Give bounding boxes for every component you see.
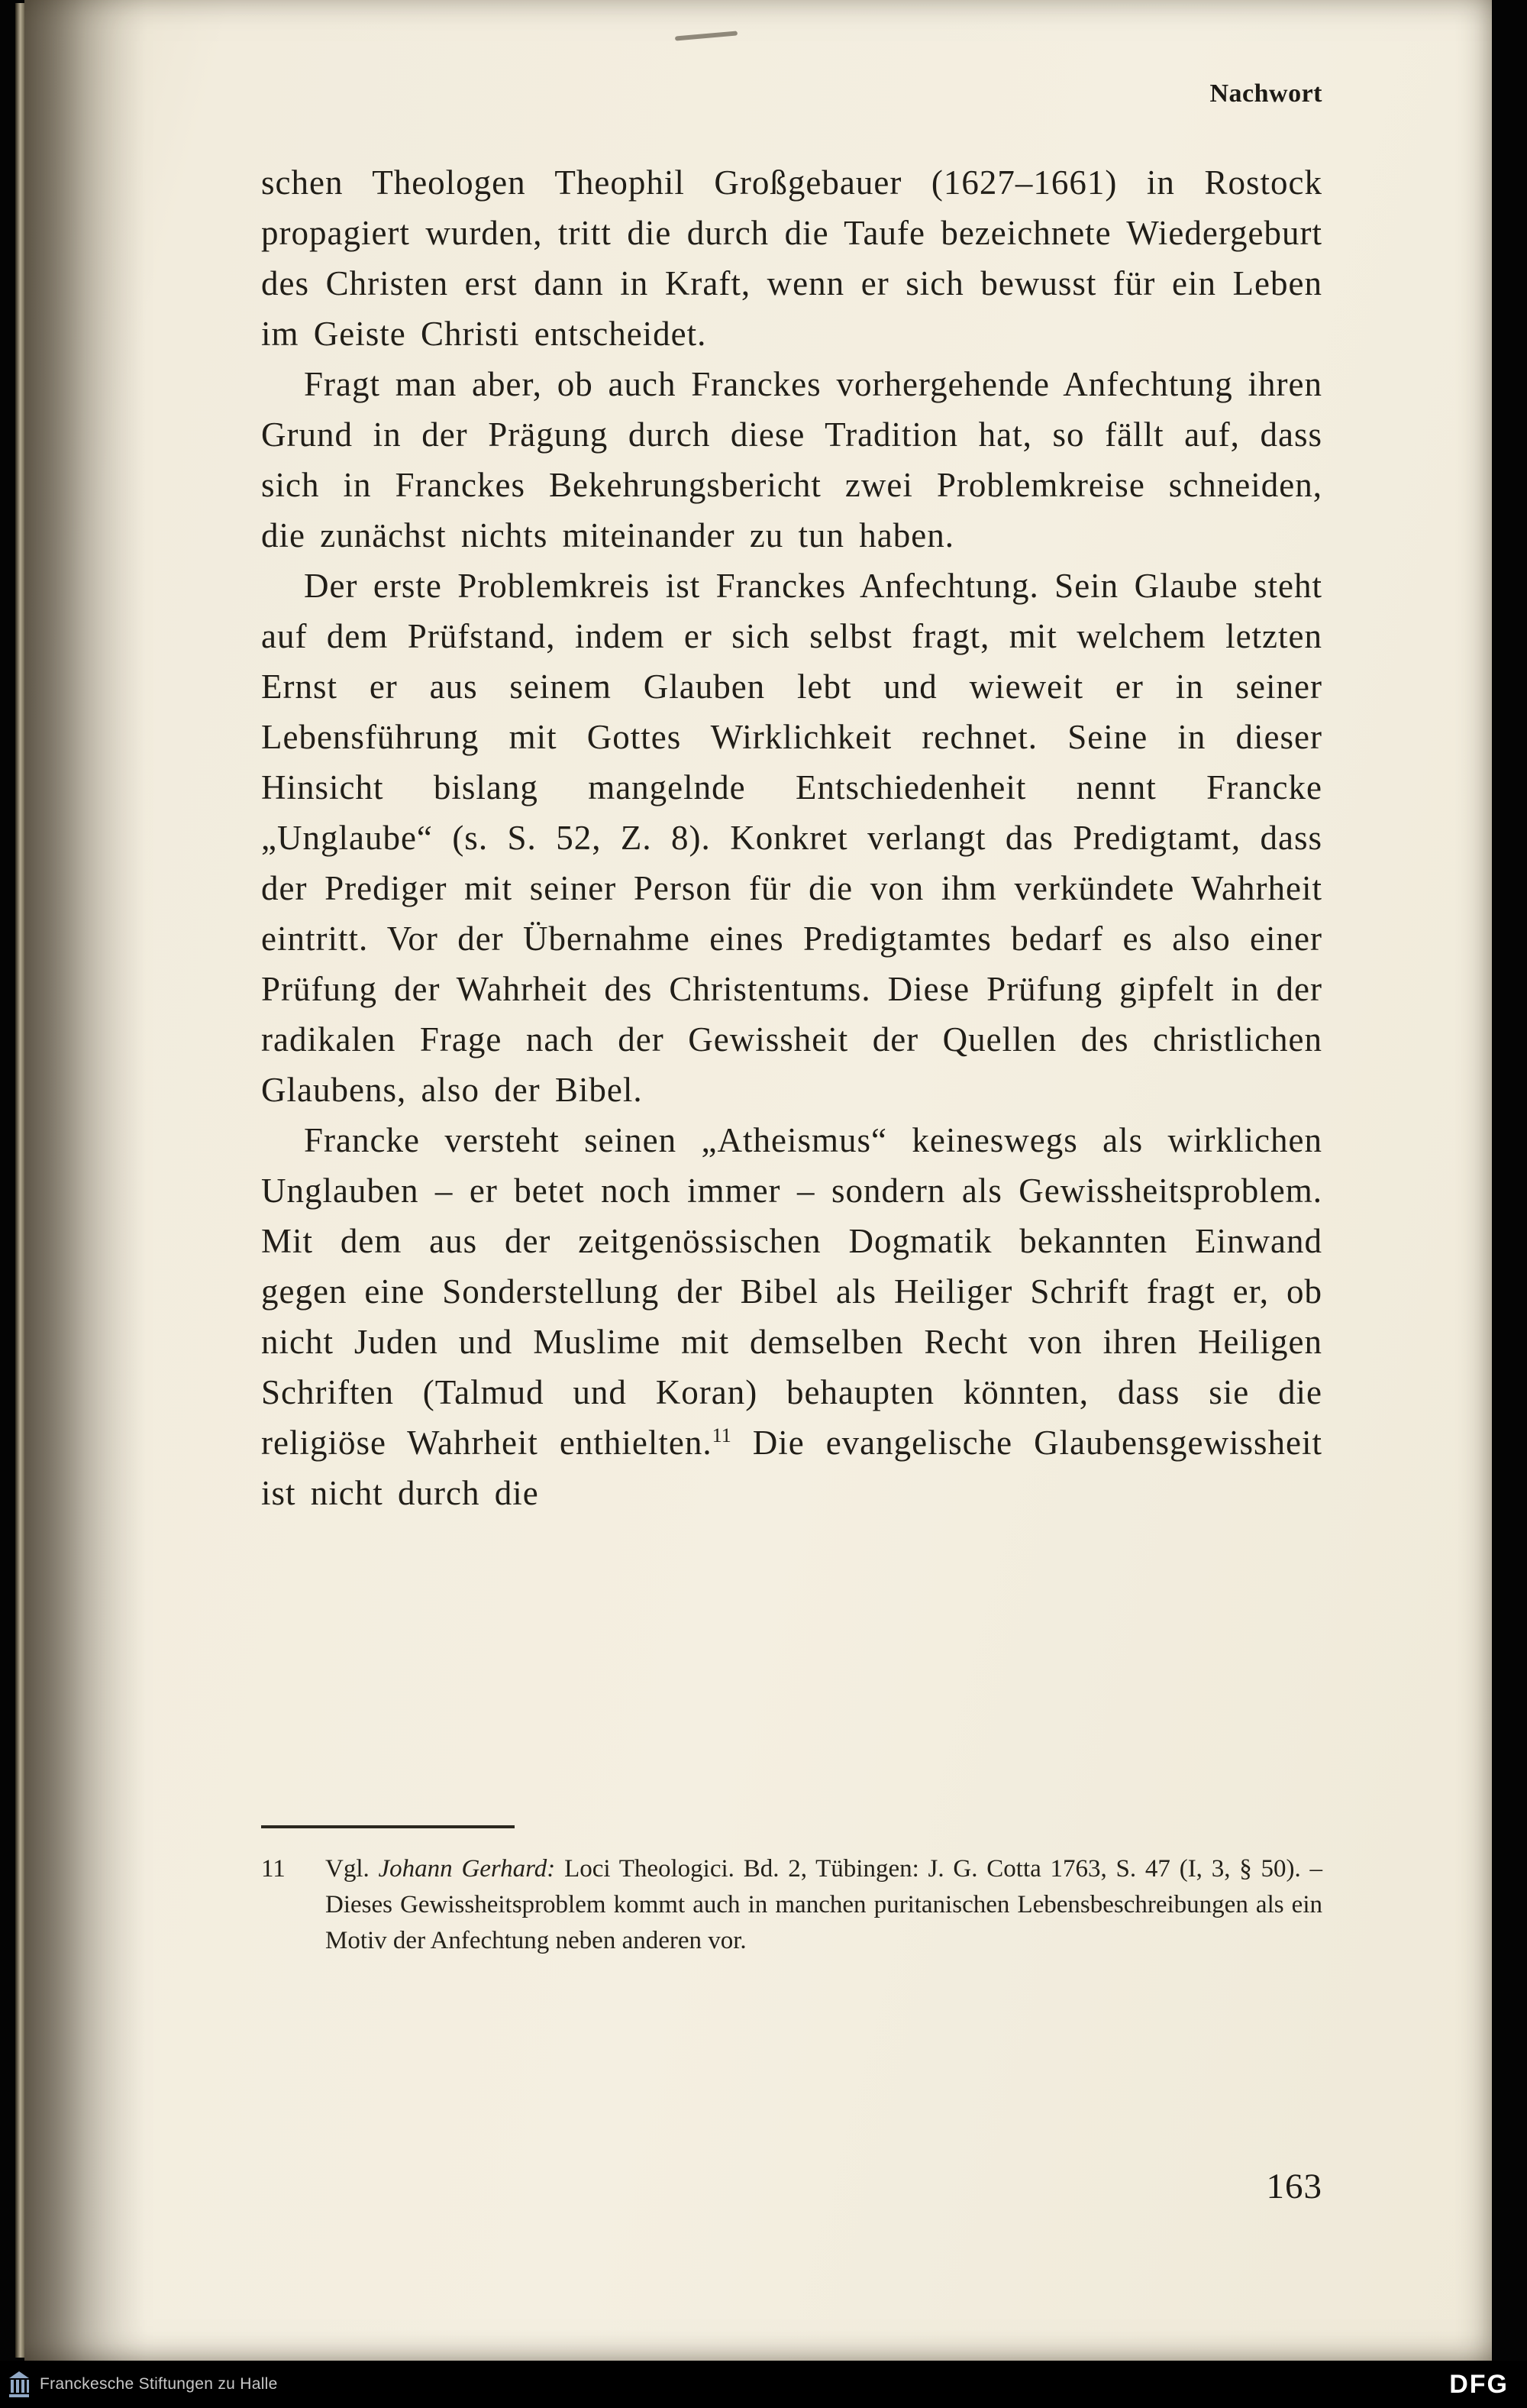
archive-logo-icon	[8, 2371, 31, 2398]
paragraph-4-continuation: Die evangelische Glaubensgewissheit ist nicht durch die	[261, 1424, 1323, 1512]
footnote-block	[261, 1825, 1322, 1959]
page-number: 163	[1266, 2167, 1322, 2206]
paragraph-4-text: Francke versteht seinen „Atheismus“ keineswegs als wirklichen Unglauben – er betet noch immer – sondern als Gewissheitsproblem. Mit dem aus der zeitgenössischen Dogmatik bekannten Einwand gegen eine Sonderstellung der Bibel als Heiliger Schrift fragt er, ob nicht Juden und Muslime mit demselben Recht von ihren Heiligen Schriften (Talmud und Koran) behaupten könnten, dass sie die religiöse Wahrheit enthielten.	[261, 1121, 1322, 1462]
paragraph-1: schen Theologen Theophil Großgebauer (1627–1661) in Rostock propagiert wurden, tritt die durch die Taufe bezeichnete Wiedergeburt des Christen erst dann in Kraft, wenn er sich bewusst für ein Leben im Geiste Christi entscheidet.	[261, 163, 1322, 353]
binding-shadow	[24, 0, 147, 2361]
footnote-ref: 11	[712, 1424, 731, 1446]
dfg-logo: DFG	[1449, 2369, 1509, 2399]
paragraph-2: Fragt man aber, ob auch Franckes vorhergehende Anfechtung ihren Grund in der Prägung durch diese Tradition hat, so fällt auf, dass sich in Franckes Bekehrungsbericht zwei Problemkreise schneiden, die zunächst nichts miteinander zu tun haben.	[261, 365, 1322, 554]
scanner-footer-bar	[0, 2361, 1527, 2408]
page-content	[261, 0, 1322, 2361]
book-page	[24, 0, 1492, 2361]
archive-label: Franckesche Stiftungen zu Halle	[40, 2375, 278, 2393]
running-header: Nachwort	[1209, 79, 1322, 108]
footnote-separator	[261, 1825, 515, 1828]
page-stack-edge	[15, 3, 24, 2358]
footnote-body: Loci Theologici. Bd. 2, Tübingen: J. G. Cotta 1763, S. 47 (I, 3, § 50). – Dieses Gewissheitsproblem kommt auch in manchen puritanischen Lebensbeschreibungen als ein Motiv der Anfechtung neben anderen vor.	[325, 1855, 1323, 1954]
paragraph-4	[261, 1115, 1322, 1518]
footnote-lead: Vgl.	[325, 1855, 370, 1883]
archive-branding	[8, 2371, 278, 2398]
footnote	[261, 1851, 1322, 1959]
paragraph-3: Der erste Problemkreis ist Franckes Anfechtung. Sein Glaube steht auf dem Prüfstand, indem er sich selbst fragt, mit welchem letzten Ernst er aus seinem Glauben lebt und wieweit er in seiner Lebensführung mit Gottes Wirklichkeit rechnet. Seine in dieser Hinsicht bislang mangelnde Entschiedenheit nennt Francke „Unglaube“ (s. S. 52, Z. 8). Konkret verlangt das Predigtamt, dass der Prediger mit seiner Person für die von ihm verkündete Wahrheit eintritt. Vor der Übernahme eines Predigtamtes bedarf es also einer Prüfung der Wahrheit des Christentums. Diese Prüfung gipfelt in der radikalen Frage nach der Gewissheit der Quellen des christlichen Glaubens, also der Bibel.	[261, 567, 1322, 1109]
footnote-number: 11	[261, 1855, 286, 1883]
footnote-text	[325, 1851, 1322, 1959]
footnote-author: Johann Gerhard:	[378, 1855, 556, 1883]
body-text	[261, 157, 1322, 1518]
